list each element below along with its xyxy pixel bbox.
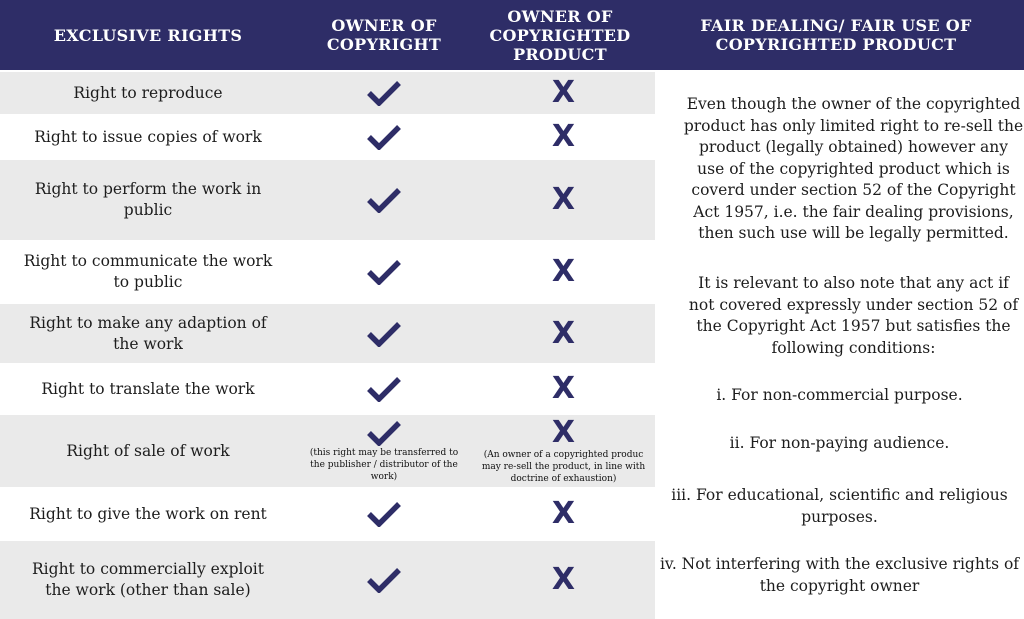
owner-cell [296, 541, 472, 619]
owner-cell [296, 415, 472, 487]
condition-item: i. For non-commercial purpose. [716, 386, 963, 404]
cross-icon: X [551, 75, 576, 110]
condition-item: iii. For educational, scientific and religious purposes. [671, 486, 1008, 526]
check-icon [367, 321, 401, 347]
product-cell [472, 114, 655, 160]
owner-cell [296, 363, 472, 415]
product-note: (An owner of a copyrighted produc may re-sell the product, in line with doctrine of exhaustion) [481, 449, 646, 484]
table-row [0, 72, 655, 114]
owner-cell [296, 72, 472, 114]
owner-cell [296, 114, 472, 160]
right-label: Right to reproduce [73, 83, 223, 102]
table-row [0, 415, 655, 487]
cross-icon: X [551, 562, 576, 597]
condition-item: ii. For non-paying audience. [729, 434, 950, 452]
cross-icon: X [551, 414, 576, 450]
table-row [0, 160, 655, 240]
product-cell [472, 240, 655, 304]
product-cell [472, 487, 655, 541]
header-owner-of-copyright: OWNER OF COPYRIGHT [326, 16, 442, 54]
check-icon [367, 80, 401, 106]
right-label: Right to communicate the work to public [23, 252, 273, 291]
fair-use-paragraph-1 [655, 94, 1024, 245]
product-cell [472, 72, 655, 114]
check-icon [367, 501, 401, 527]
table-row [0, 114, 655, 160]
header-owner-of-product: OWNER OF COPYRIGHTED PRODUCT [489, 6, 631, 64]
right-label: Right to commercially exploit the work (other than sale) [32, 560, 264, 599]
fair-use-paragraph-2 [655, 273, 1024, 359]
check-icon [367, 567, 401, 593]
right-label: Right to give the work on rent [29, 504, 267, 523]
right-label: Right to perform the work in public [34, 180, 262, 219]
cross-icon: X [551, 254, 576, 289]
header-exclusive-rights: EXCLUSIVE RIGHTS [53, 25, 243, 45]
product-cell [472, 415, 655, 487]
right-label: Right to issue copies of work [34, 127, 262, 146]
owner-cell [296, 487, 472, 541]
cross-icon: X [551, 315, 576, 351]
product-cell [472, 541, 655, 619]
right-label: Right to make any adaption of the work [29, 313, 267, 353]
right-label: Right to translate the work [41, 379, 255, 398]
cross-icon: X [551, 496, 576, 531]
owner-cell [296, 304, 472, 363]
table-row [0, 363, 655, 415]
cross-icon: X [551, 119, 576, 154]
owner-note: (this right may be transferred to the publisher / distributor of the work) [309, 447, 459, 482]
table-row [0, 304, 655, 363]
check-icon [367, 187, 401, 213]
check-icon [367, 124, 401, 150]
table-header [0, 0, 1024, 70]
condition-item: iv. Not interfering with the exclusive rights of the copyright owner [659, 555, 1020, 595]
table-row [0, 541, 655, 619]
product-cell [472, 160, 655, 240]
table-row [0, 487, 655, 541]
product-cell [472, 363, 655, 415]
header-fair-use: FAIR DEALING/ FAIR USE OF COPYRIGHTED PRODUCT [700, 16, 972, 54]
table-row [0, 240, 655, 304]
check-icon [367, 376, 401, 402]
cross-icon: X [551, 371, 576, 406]
cross-icon: X [551, 182, 576, 217]
paragraph-text: Even though the owner of the copyrighted product has only limited right to re-sell the product (legally obtained) however any use of the copyrighted product which is coverd under section 52 of the Copyright Act 1957, i.e. the fair dealing provisions, then such use will be legally permitted. [683, 95, 1024, 242]
check-icon [367, 420, 401, 446]
owner-cell [296, 160, 472, 240]
owner-cell [296, 240, 472, 304]
check-icon [367, 259, 401, 285]
right-label: Right of sale of work [66, 441, 230, 460]
product-cell [472, 304, 655, 363]
paragraph-text: It is relevant to also note that any act if not covered expressly under section 52 of the Copyright Act 1957 but satisfies the following conditions: [688, 274, 1019, 357]
fair-use-panel [655, 70, 1024, 619]
